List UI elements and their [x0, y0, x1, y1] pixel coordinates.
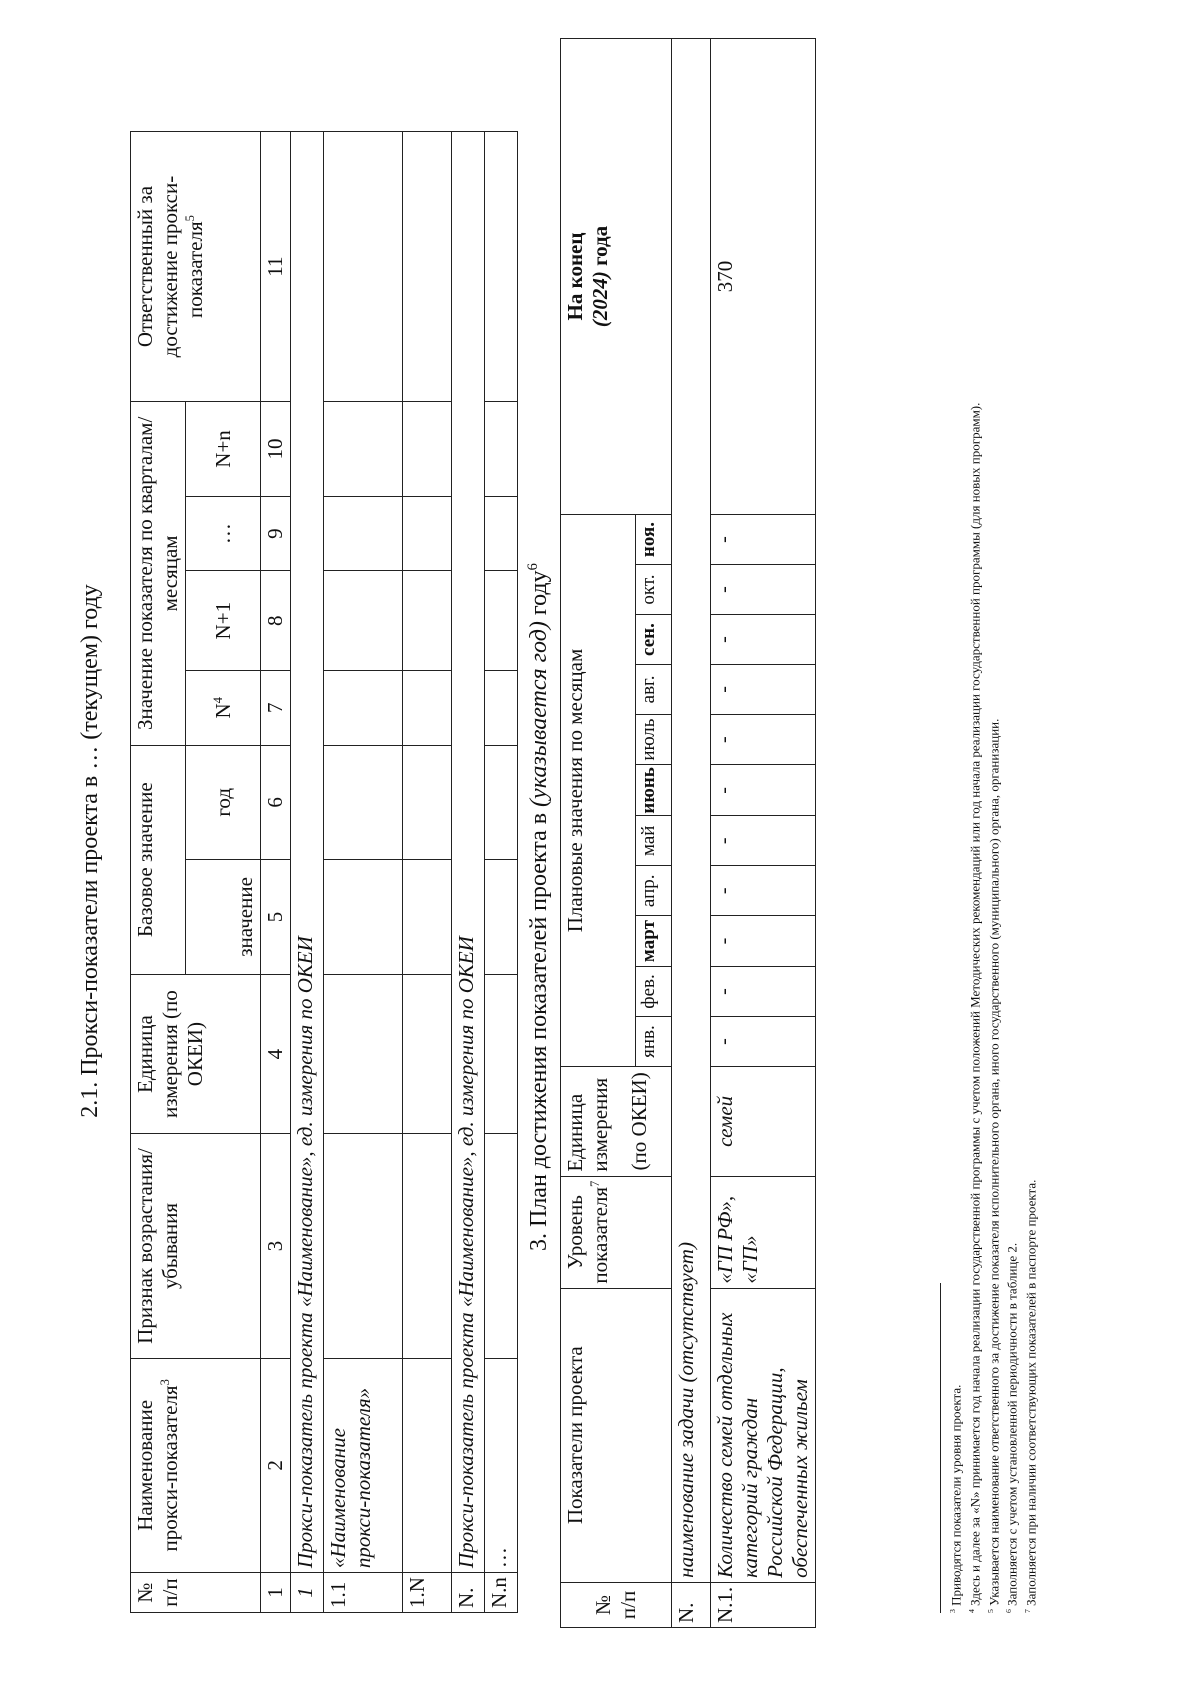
- row-1-1-name: «Наименование прокси-показателя»: [324, 1358, 403, 1572]
- month-feb: фев.: [636, 966, 672, 1016]
- footnote-5: [983, 53, 1002, 1613]
- table-cell: [403, 571, 452, 671]
- header-trend-text: Признак возрастания/убывания: [133, 1148, 182, 1344]
- header-planned: [561, 514, 636, 1066]
- header-q-n1-text: N+1: [210, 601, 235, 640]
- header-trend: [131, 1134, 261, 1358]
- footnote-ref-4: 4: [210, 697, 225, 704]
- table-cell: [403, 1134, 452, 1358]
- table-cell: [403, 974, 452, 1134]
- header-indicators-text: Показатели проекта: [563, 1346, 587, 1525]
- task-num: N.: [672, 1582, 711, 1627]
- table-cell: [485, 1134, 518, 1358]
- task-row: [672, 39, 711, 1628]
- table-cell: [403, 402, 452, 497]
- header-base-text: Базовое значение: [133, 782, 157, 938]
- header-base-value: [186, 860, 261, 975]
- row-value-aug: -: [711, 665, 816, 715]
- footnote-4: [964, 53, 983, 1613]
- footnote-ref-7: 7: [588, 1180, 602, 1187]
- footnote-divider: [940, 1283, 941, 1613]
- section-row-1: [291, 132, 324, 1613]
- table-row: [485, 132, 518, 1613]
- header-name: [131, 1358, 261, 1572]
- table-cell: [485, 402, 518, 497]
- table-cell: [485, 670, 518, 745]
- table-cell: [485, 860, 518, 975]
- footnotes: [940, 53, 1039, 1613]
- footnote-3-mark: 3: [948, 1609, 957, 1613]
- section-3-title-start: 3. План достижения показателей проекта в: [526, 806, 552, 1251]
- table-cell: [403, 496, 452, 571]
- row-1-1-num: 1.1: [324, 1573, 403, 1613]
- month-apr: апр.: [636, 866, 672, 916]
- header-base-year-text: год: [210, 788, 235, 817]
- header-planned-text: Плановые значения по месяцам: [563, 648, 587, 933]
- month-sep: сен.: [636, 615, 672, 665]
- section-row-n: [452, 132, 485, 1613]
- table-cell: [485, 132, 518, 402]
- table-cell: [324, 860, 403, 975]
- row-value-jun: -: [711, 765, 816, 816]
- footnote-4-mark: 4: [966, 1609, 976, 1613]
- header-end-of-year-1: На конец: [563, 232, 587, 321]
- row-value-may: -: [711, 816, 816, 866]
- table-cell: [324, 402, 403, 497]
- table-cell: [324, 745, 403, 859]
- header-quarterly: [131, 402, 186, 746]
- header-row-1: [561, 39, 636, 1628]
- header-unit: [131, 974, 261, 1134]
- col-num-2: 2: [261, 1358, 291, 1572]
- footnote-ref-6: 6: [525, 563, 541, 571]
- footnote-ref-3: 3: [158, 1379, 172, 1386]
- header-q-dots-text: …: [210, 523, 235, 545]
- table-cell: [403, 745, 452, 859]
- table-cell: [485, 974, 518, 1134]
- row-indicator-name: Количество семей отдельных категорий граждан Российской Федерации, обеспеченных жильем: [711, 1288, 816, 1582]
- footnote-6: [1001, 53, 1020, 1613]
- row-value-sep: -: [711, 615, 816, 665]
- row-n-n-name: …: [485, 1358, 518, 1572]
- header-end-of-year-year: (2024): [588, 271, 612, 328]
- section-1-num: 1: [291, 1573, 324, 1613]
- section-1-text: Прокси-показатель проекта «Наименование», ед. измерения по ОКЕИ: [291, 132, 324, 1573]
- table-cell: [324, 571, 403, 671]
- row-value-nov: -: [711, 514, 816, 564]
- col-num-6: 6: [261, 745, 291, 859]
- header-unit-okei: (по ОКЕИ): [627, 1072, 651, 1171]
- footnote-6-mark: 6: [1004, 1609, 1014, 1613]
- header-end-of-year-2: года: [588, 225, 612, 272]
- row-1-n-num: 1.N: [403, 1573, 452, 1613]
- header-base-value-text: значение: [233, 877, 257, 957]
- footnote-3-text: Приводятся показатели уровня проекта.: [948, 1384, 964, 1610]
- footnote-ref-5: 5: [183, 215, 197, 222]
- header-unit-text: Единица измерения (по ОКЕИ): [133, 990, 207, 1118]
- month-jan: янв.: [636, 1017, 672, 1067]
- col-num-3: 3: [261, 1134, 291, 1358]
- proxy-indicators-table: [130, 131, 518, 1613]
- header-num-text: № п/п: [133, 1578, 182, 1607]
- table-cell: [324, 670, 403, 745]
- header-row-1: [131, 132, 186, 1613]
- table-cell: [324, 132, 403, 402]
- header-num: [131, 1573, 261, 1613]
- footnote-7: [1020, 53, 1039, 1613]
- table-cell: [403, 132, 452, 402]
- month-nov: ноя.: [636, 514, 672, 564]
- header-base: [131, 745, 186, 974]
- header-indicators: [561, 1288, 672, 1582]
- col-num-10: 10: [261, 402, 291, 497]
- header-q-dots: [186, 496, 261, 571]
- row-level: «ГП РФ», «ГП»: [711, 1176, 816, 1288]
- plan-table: [560, 38, 816, 1628]
- header-num: [561, 1582, 672, 1627]
- col-num-7: 7: [261, 670, 291, 745]
- table-cell: [324, 974, 403, 1134]
- table-row: [403, 132, 452, 1613]
- col-num-11: 11: [261, 132, 291, 402]
- row-unit: семей: [711, 1067, 816, 1177]
- table-cell: [403, 670, 452, 745]
- footnote-6-text: Заполняется с учетом установленной периодичности в таблице 2.: [1004, 1242, 1020, 1610]
- row-num: N.1.: [711, 1582, 816, 1627]
- header-quarterly-text: Значение показателя по кварталам/месяцам: [133, 416, 182, 731]
- col-num-1: 1: [261, 1573, 291, 1613]
- footnote-7-text: Заполняется при наличии соответствующих показателей в паспорте проекта.: [1023, 1179, 1039, 1610]
- footnote-5-text: Указывается наименование ответственного за достижение показателя исполнительного органа, иного государственного (муниципального) органа, организации.: [985, 718, 1001, 1610]
- col-num-4: 4: [261, 974, 291, 1134]
- header-responsible: [131, 132, 261, 402]
- section-3-title-end: году: [526, 570, 552, 622]
- month-may: май: [636, 816, 672, 866]
- header-level: [561, 1176, 672, 1288]
- header-q-nn: [186, 402, 261, 497]
- header-end-of-year: [561, 39, 672, 515]
- header-level-text: Уровень показателя: [563, 1186, 612, 1284]
- row-value-feb: -: [711, 966, 816, 1016]
- footnote-4-text: Здесь и далее за «N» принимается год начала реализации государственной программы с учетом положений Методических рекомендаций или год начала реализации государственной программы (для новых программ).: [967, 402, 983, 1610]
- header-num-text: № п/п: [591, 1590, 640, 1620]
- col-num-5: 5: [261, 860, 291, 975]
- table-cell: [324, 496, 403, 571]
- section-3-title: [525, 563, 553, 1251]
- section-n-text: Прокси-показатель проекта «Наименование», ед. измерения по ОКЕИ: [452, 132, 485, 1573]
- month-jun: июнь: [636, 765, 672, 816]
- row-end-value: 370: [711, 39, 816, 515]
- numbering-row: [261, 132, 291, 1613]
- row-value-oct: -: [711, 565, 816, 615]
- month-aug: авг.: [636, 665, 672, 715]
- section-n-num: N.: [452, 1573, 485, 1613]
- row-value-jan: -: [711, 1017, 816, 1067]
- header-base-year: [186, 745, 261, 859]
- table-cell: [324, 1134, 403, 1358]
- header-name-text: Наименование прокси-показателя: [133, 1385, 182, 1552]
- footnote-3: [945, 53, 964, 1613]
- row-value-mar: -: [711, 916, 816, 967]
- section-21-title: 2.1. Прокси-показатели проекта в … (текущем) году: [77, 584, 103, 1118]
- row-value-jul: -: [711, 714, 816, 765]
- month-oct: окт.: [636, 565, 672, 615]
- header-unit: [561, 1067, 672, 1177]
- header-q-n: [186, 670, 261, 745]
- row-n-n-num: N.n: [485, 1573, 518, 1613]
- table-row: [324, 132, 403, 1613]
- table-cell: [485, 571, 518, 671]
- table-cell: [485, 496, 518, 571]
- header-q-n1: [186, 571, 261, 671]
- col-num-8: 8: [261, 571, 291, 671]
- col-num-9: 9: [261, 496, 291, 571]
- header-unit-text: Единица измерения: [563, 1077, 612, 1172]
- header-responsible-text: Ответственный за достижение прокси-показателя: [133, 175, 207, 358]
- footnote-5-mark: 5: [985, 1609, 995, 1613]
- table-cell: [403, 860, 452, 975]
- header-q-n-text: N: [210, 703, 235, 719]
- row-value-apr: -: [711, 866, 816, 916]
- month-jul: июль: [636, 714, 672, 765]
- month-mar: март: [636, 916, 672, 967]
- footnote-7-mark: 7: [1023, 1609, 1033, 1613]
- table-cell: [485, 745, 518, 859]
- task-text: наименование задачи (отсутствует): [672, 39, 711, 1583]
- section-3-title-italic: (указывается год): [526, 621, 552, 807]
- header-q-nn-text: N+n: [210, 430, 235, 468]
- table-cell: [403, 1358, 452, 1572]
- table-row: [711, 39, 816, 1628]
